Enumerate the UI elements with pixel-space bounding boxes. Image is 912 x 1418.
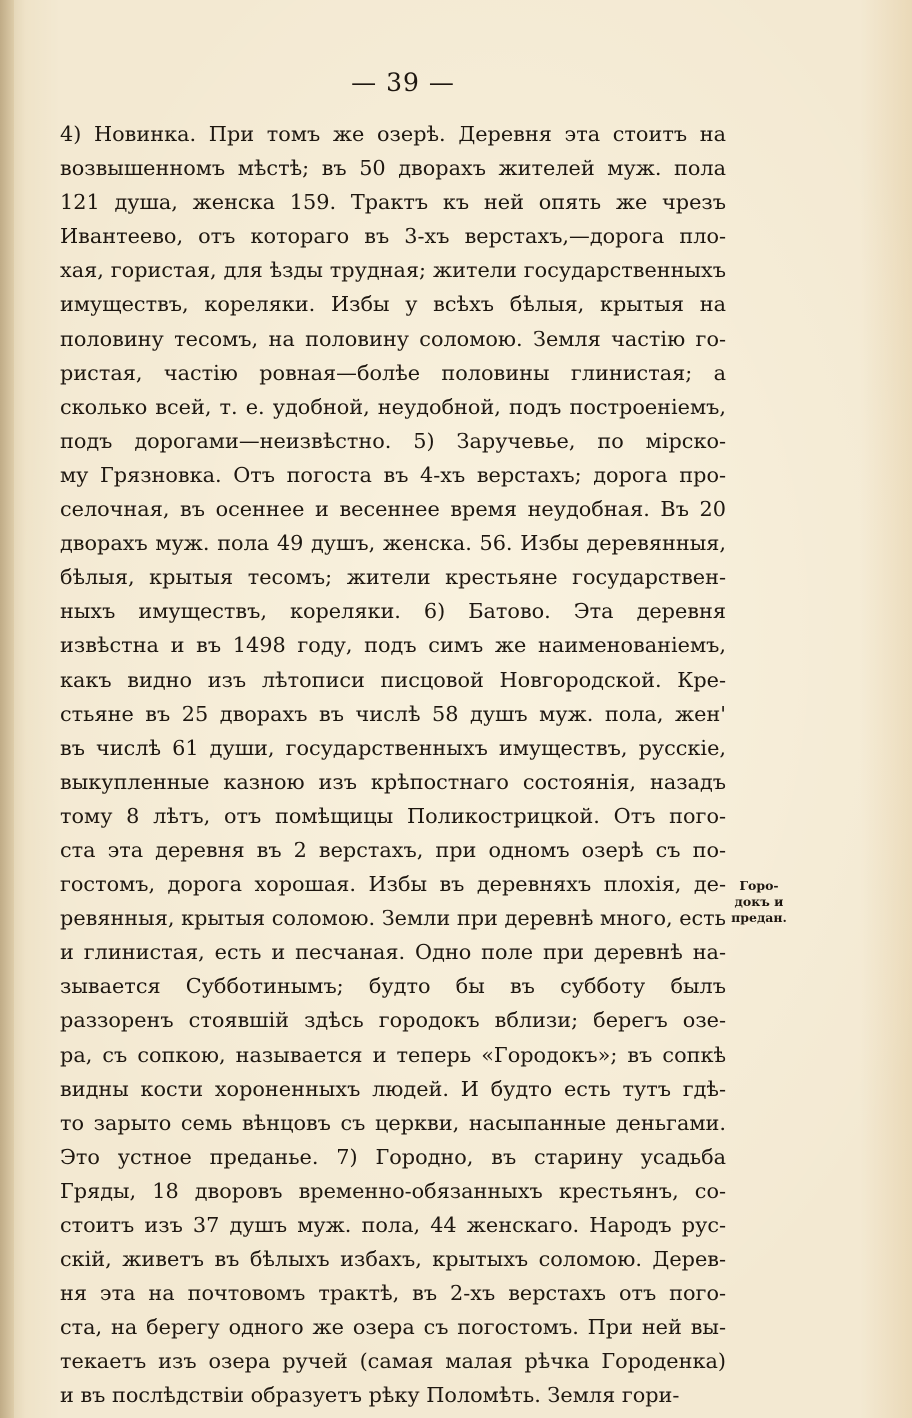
text-line: ныхъ имуществъ, кореляки. 6) Батово. Эта деревня [60, 599, 726, 624]
text-line: тому 8 лѣтъ, отъ помѣщицы Поликострицкой. Отъ пого- [60, 803, 726, 828]
text-line: извѣстна и въ 1498 году, подъ симъ же наименованіемъ, [60, 633, 726, 658]
text-line: бѣлыя, крытыя тесомъ; жители крестьяне государствен- [60, 565, 726, 590]
text-line: половину тесомъ, на половину соломою. Земля частію го- [60, 326, 726, 351]
text-line: стоитъ изъ 37 душъ муж. пола, 44 женскаго. Народъ рус- [60, 1213, 726, 1237]
text-line: то зарыто семь вѣнцовъ съ церкви, насыпанные деньгами. [60, 1110, 726, 1135]
text-line: Гряды, 18 дворовъ временно-обязанныхъ крестьянъ, со- [60, 1178, 726, 1203]
text-line: хая, гористая, для ѣзды трудная; жители государственныхъ [60, 258, 726, 283]
text-line: ста, на берегу одного же озера съ погостомъ. При ней вы- [60, 1315, 726, 1340]
text-line: Это устное преданье. 7) Городно, въ старину усадьба [60, 1144, 726, 1169]
page-spine-shadow [0, 0, 14, 1418]
text-line: ристая, частію ровная—болѣе половины глинистая; а [60, 360, 726, 385]
text-line: му Грязновка. Отъ погоста въ 4-хъ верстахъ; дорога про- [60, 462, 726, 487]
text-line: гостомъ, дорога хорошая. Избы въ деревняхъ плохія, де- [60, 872, 726, 897]
text-line: сколько всей, т. е. удобной, неудобной, подъ построеніемъ, [60, 394, 726, 419]
text-line: и въ послѣдствіи образуетъ рѣку Поломѣть. Земля гори- [60, 1383, 680, 1408]
text-line: имуществъ, кореляки. Избы у всѣхъ бѣлыя, крытыя на [60, 292, 726, 317]
margin-note-line: предан. [731, 910, 787, 925]
text-line: раззоренъ стоявшій здѣсь городокъ вблизи; берегъ озе- [60, 1008, 726, 1033]
text-line: ня эта на почтовомъ трактѣ, въ 2-хъ верстахъ отъ пого- [60, 1281, 726, 1306]
text-line: текаетъ изъ озера ручей (самая малая рѣчка Городенка) [60, 1349, 726, 1374]
margin-note [724, 878, 794, 926]
text-line: зывается Субботинымъ; будто бы въ субботу былъ [60, 974, 726, 999]
text-line: ра, съ сопкою, называется и теперь «Городокъ»; въ сопкѣ [60, 1042, 726, 1067]
text-line: выкупленные казною изъ крѣпостнаго состоянія, назадъ [60, 769, 726, 794]
text-line: селочная, въ осеннее и весеннее время неудобная. Въ 20 [60, 497, 726, 522]
text-line: видны кости хороненныхъ людей. И будто есть тутъ гдѣ- [60, 1076, 726, 1101]
margin-note-line: докъ и [734, 894, 784, 909]
text-line: стьяне въ 25 дворахъ въ числѣ 58 душъ муж. пола, жен' [60, 701, 726, 726]
text-line: какъ видно изъ лѣтописи писцовой Новгородской. Кре- [60, 667, 726, 692]
text-line: въ числѣ 61 души, государственныхъ имуществъ, русскіе, [60, 735, 726, 760]
text-line: дворахъ муж. пола 49 душъ, женска. 56. Избы деревянныя, [60, 531, 726, 556]
text-line: подъ дорогами—неизвѣстно. 5) Заручевье, по мірско- [60, 428, 726, 453]
page-number: — 39 — [351, 68, 455, 97]
text-line: ревянныя, крытыя соломою. Земли при деревнѣ много, есть [60, 906, 726, 931]
text-line: 4) Новинка. При томъ же озерѣ. Деревня эта стоитъ на [60, 122, 726, 146]
text-line: возвышенномъ мѣстѣ; въ 50 дворахъ жителей муж. пола [60, 156, 726, 181]
text-line: и глинистая, есть и песчаная. Одно поле при деревнѣ на- [60, 940, 726, 965]
margin-note-line: Горо- [739, 878, 779, 893]
text-line: ста эта деревня въ 2 верстахъ, при одномъ озерѣ съ по- [60, 837, 726, 862]
text-line: 121 душа, женска 159. Трактъ къ ней опять же чрезъ [60, 190, 726, 215]
text-line: Ивантеево, отъ котораго въ 3-хъ верстахъ,—дорога пло- [60, 224, 726, 249]
body-text [60, 117, 726, 1413]
text-line: скій, живетъ въ бѣлыхъ избахъ, крытыхъ соломою. Дерев- [60, 1247, 726, 1272]
